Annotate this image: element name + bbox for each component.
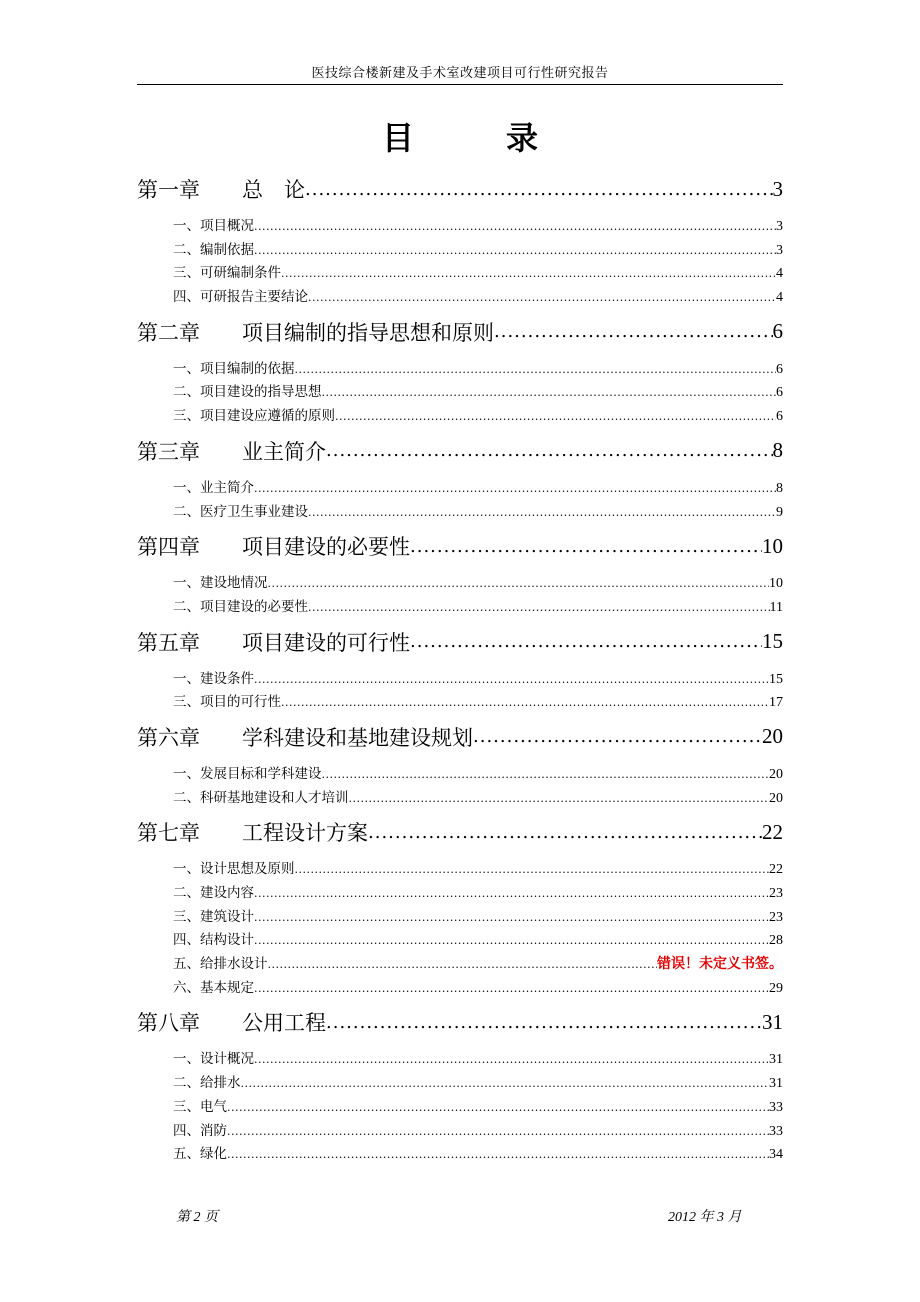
toc-chapter-entry[interactable] bbox=[137, 526, 783, 566]
chapter-label bbox=[137, 317, 494, 347]
dot-leader bbox=[281, 696, 769, 709]
chapter-label bbox=[137, 817, 368, 847]
section-title: 五、给排水设计 bbox=[173, 956, 268, 973]
section-title: 二、项目建设的指导思想 bbox=[173, 384, 322, 401]
dot-leader bbox=[254, 982, 769, 995]
chapter-page-number: 6 bbox=[772, 319, 783, 344]
section-title: 二、医疗卫生事业建设 bbox=[173, 503, 308, 520]
toc-section-entry[interactable] bbox=[137, 762, 783, 786]
section-page-number: 6 bbox=[776, 409, 783, 425]
section-title: 四、结构设计 bbox=[173, 932, 254, 949]
chapter-page-number: 10 bbox=[762, 533, 783, 558]
dot-leader bbox=[410, 536, 762, 557]
chapter-title: 项目建设的必要性 bbox=[242, 535, 410, 560]
section-page-number: 33 bbox=[769, 1123, 783, 1139]
toc-section-entry[interactable] bbox=[137, 238, 783, 262]
section-page-number: 17 bbox=[769, 695, 783, 711]
page-header: 医技综合楼新建及手术室改建项目可行性研究报告 bbox=[311, 66, 609, 81]
section-page-number: 9 bbox=[776, 504, 783, 520]
chapter-page-number: 22 bbox=[762, 819, 783, 844]
toc-section-entry[interactable] bbox=[137, 261, 783, 285]
dot-leader bbox=[241, 1077, 770, 1090]
chapter-title: 总 论 bbox=[242, 178, 305, 202]
chapter-label bbox=[137, 531, 410, 561]
section-page-number: 28 bbox=[769, 933, 783, 949]
section-page-number: 33 bbox=[769, 1099, 783, 1115]
toc-section-entry[interactable] bbox=[137, 571, 783, 595]
dot-leader bbox=[227, 1125, 769, 1138]
chapter-number: 第八章 bbox=[137, 1011, 200, 1036]
chapter-number: 第二章 bbox=[137, 320, 200, 345]
toc-chapter-entry[interactable] bbox=[137, 622, 783, 662]
dot-leader bbox=[308, 291, 776, 304]
section-title: 三、项目的可行性 bbox=[173, 694, 281, 711]
section-page-number: 23 bbox=[769, 909, 783, 925]
chapter-number: 第一章 bbox=[137, 178, 200, 202]
toc-section-entry[interactable] bbox=[137, 1119, 783, 1143]
section-page-number: 23 bbox=[769, 886, 783, 901]
toc-section-entry[interactable] bbox=[137, 1071, 783, 1095]
chapter-page-number: 20 bbox=[762, 724, 783, 749]
toc-section-entry[interactable] bbox=[137, 380, 783, 404]
dot-leader bbox=[254, 244, 776, 257]
dot-leader bbox=[322, 386, 777, 399]
section-page-number: 10 bbox=[769, 576, 783, 592]
section-page-number: 11 bbox=[769, 599, 783, 615]
section-title: 三、可研编制条件 bbox=[173, 265, 281, 282]
section-page-number: 3 bbox=[776, 242, 783, 258]
dot-leader bbox=[473, 726, 762, 747]
dot-leader bbox=[494, 321, 773, 342]
toc-section-entry[interactable] bbox=[137, 285, 783, 309]
dot-leader bbox=[281, 267, 776, 280]
section-title: 一、项目概况 bbox=[173, 218, 254, 234]
toc-section-entry[interactable] bbox=[137, 690, 783, 714]
section-page-number: 31 bbox=[769, 1052, 783, 1068]
toc-chapter-entry[interactable] bbox=[137, 169, 783, 209]
section-title: 二、建设内容 bbox=[173, 885, 254, 901]
dot-leader bbox=[295, 363, 777, 376]
section-title: 一、设计思想及原则 bbox=[173, 861, 295, 878]
dot-leader bbox=[305, 179, 773, 200]
toc-section-entry[interactable] bbox=[137, 1142, 783, 1166]
footer-date: 2012 年 3 月 bbox=[668, 1210, 742, 1225]
toc-chapter-entry[interactable] bbox=[137, 312, 783, 352]
toc-section-entry[interactable] bbox=[137, 905, 783, 929]
chapter-page-number: 31 bbox=[762, 1009, 783, 1034]
toc-section-entry[interactable] bbox=[137, 1047, 783, 1071]
section-title: 一、业主简介 bbox=[173, 479, 254, 496]
section-page-number: 4 bbox=[776, 266, 783, 282]
section-page-number: 15 bbox=[769, 671, 783, 687]
dot-leader bbox=[268, 577, 770, 590]
dot-leader bbox=[308, 506, 776, 519]
toc-section-entry[interactable] bbox=[137, 214, 783, 238]
toc-section-entry[interactable] bbox=[137, 928, 783, 952]
dot-leader bbox=[254, 887, 769, 900]
chapter-number: 第六章 bbox=[137, 725, 200, 750]
dot-leader bbox=[254, 911, 769, 924]
dot-leader bbox=[335, 410, 776, 423]
section-title: 三、项目建设应遵循的原则 bbox=[173, 408, 335, 425]
section-title: 一、发展目标和学科建设 bbox=[173, 765, 322, 782]
section-title: 二、给排水 bbox=[173, 1075, 241, 1092]
toc-section-entry[interactable] bbox=[137, 667, 783, 691]
dot-leader bbox=[268, 958, 658, 971]
chapter-page-number: 15 bbox=[762, 629, 783, 654]
chapter-label bbox=[137, 627, 410, 657]
dot-leader bbox=[254, 1053, 769, 1066]
section-title: 二、项目建设的必要性 bbox=[173, 598, 308, 615]
section-title: 四、消防 bbox=[173, 1122, 227, 1139]
dot-leader bbox=[254, 673, 769, 686]
chapter-page-number: 8 bbox=[772, 438, 783, 463]
toc-section-entry[interactable] bbox=[137, 786, 783, 810]
section-title: 一、设计概况 bbox=[173, 1051, 254, 1068]
toc-section-entry[interactable] bbox=[137, 1095, 783, 1119]
dot-leader bbox=[326, 1012, 762, 1033]
dot-leader bbox=[368, 822, 762, 843]
dot-leader bbox=[349, 792, 770, 805]
section-title: 五、绿化 bbox=[173, 1146, 227, 1163]
toc-section-entry[interactable] bbox=[137, 857, 783, 881]
section-page-number: 3 bbox=[776, 219, 783, 234]
toc-section-entry[interactable] bbox=[137, 357, 783, 381]
section-title: 二、编制依据 bbox=[173, 241, 254, 258]
chapter-label bbox=[137, 174, 305, 204]
toc-section-entry[interactable] bbox=[137, 476, 783, 500]
dot-leader bbox=[254, 220, 776, 233]
dot-leader bbox=[322, 768, 770, 781]
chapter-number: 第七章 bbox=[137, 821, 200, 846]
toc-section-entry[interactable] bbox=[137, 976, 783, 1000]
section-page-number: 31 bbox=[769, 1076, 783, 1092]
chapter-title: 工程设计方案 bbox=[242, 821, 368, 846]
toc-chapter-entry[interactable] bbox=[137, 431, 783, 471]
toc-section-entry[interactable] bbox=[137, 404, 783, 428]
toc-section-entry[interactable] bbox=[137, 881, 783, 905]
chapter-number: 第五章 bbox=[137, 630, 200, 655]
section-title: 一、建设条件 bbox=[173, 670, 254, 687]
toc-section-entry[interactable] bbox=[137, 595, 783, 619]
section-title: 一、项目编制的依据 bbox=[173, 360, 295, 377]
bookmark-error-text: 错误！未定义书签。 bbox=[657, 956, 783, 973]
table-of-contents bbox=[137, 166, 783, 1166]
section-title: 六、基本规定 bbox=[173, 979, 254, 996]
dot-leader bbox=[227, 1101, 769, 1114]
section-page-number: 20 bbox=[769, 790, 783, 806]
section-page-number: 6 bbox=[776, 385, 783, 401]
chapter-title: 项目编制的指导思想和原则 bbox=[242, 320, 494, 345]
chapter-number: 第三章 bbox=[137, 439, 200, 464]
toc-chapter-entry[interactable] bbox=[137, 812, 783, 852]
dot-leader bbox=[295, 863, 770, 876]
section-page-number: 8 bbox=[776, 480, 783, 496]
section-title: 三、电气 bbox=[173, 1098, 227, 1115]
section-page-number: 29 bbox=[769, 980, 783, 996]
dot-leader bbox=[308, 601, 770, 614]
dot-leader bbox=[227, 1148, 769, 1161]
chapter-title: 业主简介 bbox=[242, 439, 326, 464]
section-title: 二、科研基地建设和人才培训 bbox=[173, 789, 349, 806]
section-page-number: 34 bbox=[769, 1147, 783, 1163]
section-page-number: 20 bbox=[769, 766, 783, 782]
toc-chapter-entry[interactable] bbox=[137, 717, 783, 757]
section-title: 一、建设地情况 bbox=[173, 575, 268, 592]
dot-leader bbox=[326, 440, 773, 461]
chapter-title: 公用工程 bbox=[242, 1011, 326, 1036]
dot-leader bbox=[254, 934, 769, 947]
section-page-number: 6 bbox=[776, 361, 783, 377]
chapter-title: 学科建设和基地建设规划 bbox=[242, 725, 473, 750]
section-page-number: 4 bbox=[776, 290, 783, 306]
toc-title: 目 录 bbox=[381, 119, 568, 157]
toc-chapter-entry[interactable] bbox=[137, 1002, 783, 1042]
toc-section-entry[interactable] bbox=[137, 500, 783, 524]
section-page-number: 22 bbox=[769, 862, 783, 878]
header-rule bbox=[137, 84, 783, 85]
toc-section-entry[interactable] bbox=[137, 952, 783, 976]
chapter-title: 项目建设的可行性 bbox=[242, 630, 410, 655]
chapter-label bbox=[137, 1007, 326, 1037]
section-title: 三、建筑设计 bbox=[173, 908, 254, 925]
chapter-number: 第四章 bbox=[137, 535, 200, 560]
footer-page-number: 第 2 页 bbox=[176, 1210, 218, 1225]
chapter-label bbox=[137, 436, 326, 466]
dot-leader bbox=[254, 482, 776, 495]
section-title: 四、可研报告主要结论 bbox=[173, 289, 308, 306]
chapter-label bbox=[137, 722, 473, 752]
chapter-page-number: 3 bbox=[772, 176, 783, 201]
dot-leader bbox=[410, 631, 762, 652]
